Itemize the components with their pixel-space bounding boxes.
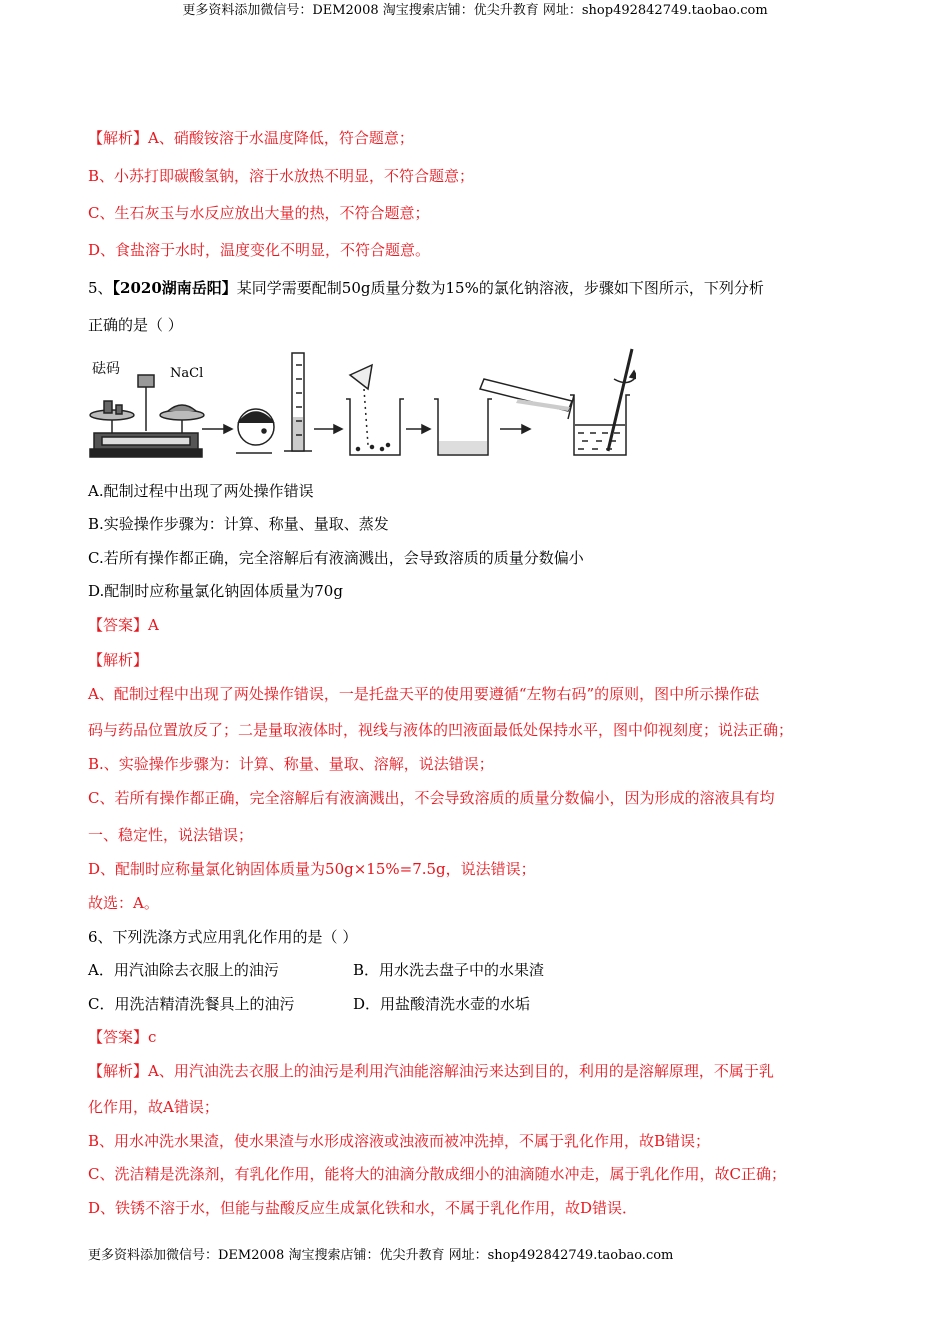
q6-option-row-1 <box>88 960 545 980</box>
q5-answer: 【答案】A <box>88 616 159 634</box>
q6-option-row-2 <box>88 994 531 1014</box>
q5-analysis-line: 故选：A。 <box>88 894 159 912</box>
q5-analysis-title: 【解析】 <box>88 651 149 669</box>
pouring-water-illustration <box>434 379 574 455</box>
q5-option-a: A.配制过程中出现了两处操作错误 <box>88 482 314 500</box>
q6-option-a: A．用汽油除去衣服上的油污 <box>88 961 279 979</box>
weight-label: 砝码 <box>92 361 120 377</box>
q6-analysis-line: B、用水冲洗水果渣，使水果渣与水形成溶液或浊液而被冲洗掉，不属于乳化作用，故B错误； <box>88 1132 711 1150</box>
balance-illustration <box>90 375 204 457</box>
q5-analysis-line: A、配制过程中出现了两处操作错误，一是托盘天平的使用要遵循“左物右码”的原则，图中所示操作砝 <box>88 685 760 703</box>
q5-stem: 某同学需要配制50g质量分数为15%的氯化钠溶液，步骤如下图所示，下列分析 <box>236 279 764 297</box>
q5-stem-line-1 <box>88 278 764 298</box>
q6-stem: 6、下列洗涤方式应用乳化作用的是（ ） <box>88 928 358 946</box>
q5-analysis-line: 一、稳定性，说法错误； <box>88 826 254 844</box>
q6-analysis-line: C、洗洁精是洗涤剂，有乳化作用，能将大的油滴分散成细小的油滴随水冲走，属于乳化作用，故C正确； <box>88 1165 786 1183</box>
q5-option-d: D.配制时应称量氯化钠固体质量为70g <box>88 582 343 600</box>
q5-option-c: C.若所有操作都正确，完全溶解后有液滴溅出，会导致溶质的质量分数偏小 <box>88 549 584 567</box>
q5-number: 5、 <box>88 279 113 297</box>
page-footer: 更多资料添加微信号：DEM2008 淘宝搜索店铺：优尖升教育 网址：shop492842749.taobao.com <box>88 1248 674 1263</box>
prev-analysis-b: B、小苏打即碳酸氢钠，溶于水放热不明显，不符合题意； <box>88 167 475 185</box>
q6-answer: 【答案】c <box>88 1028 157 1046</box>
q6-option-c: C．用洗洁精清洗餐具上的油污 <box>88 995 295 1013</box>
arrow-icon <box>406 425 430 433</box>
q5-stem-line-2: 正确的是（ ） <box>88 316 183 334</box>
q5-source: 【2020湖南岳阳】 <box>112 279 237 297</box>
q5-analysis-line: D、配制时应称量氯化钠固体质量为50g×15%=7.5g，说法错误； <box>88 860 536 878</box>
prev-analysis-c: C、生石灰玉与水反应放出大量的热，不符合题意； <box>88 204 430 222</box>
page-header: 更多资料添加微信号：DEM2008 淘宝搜索店铺：优尖升教育 网址：shop492842749.taobao.com <box>182 3 768 18</box>
q6-analysis-line: D、铁锈不溶于水，但能与盐酸反应生成氯化铁和水，不属于乳化作用，故D错误． <box>88 1199 638 1217</box>
arrow-icon <box>500 425 530 433</box>
prev-analysis-d: D、食盐溶于水时，温度变化不明显，不符合题意。 <box>88 241 431 259</box>
q5-option-b: B.实验操作步骤为：计算、称量、量取、蒸发 <box>88 515 389 533</box>
reading-cylinder-illustration <box>236 353 312 453</box>
stirring-illustration <box>570 349 636 455</box>
pouring-solid-illustration <box>346 365 404 455</box>
q6-option-b: B．用水洗去盘子中的水果渣 <box>353 961 545 979</box>
nacl-label: NaCl <box>170 366 204 381</box>
arrow-icon <box>202 425 232 433</box>
arrow-icon <box>314 425 342 433</box>
q6-analysis-line: 化作用，故A错误； <box>88 1098 219 1116</box>
q5-analysis-line: B.、实验操作步骤为：计算、称量、量取、溶解，说法错误； <box>88 755 494 773</box>
q6-option-d: D．用盐酸清洗水壶的水垢 <box>353 995 531 1013</box>
q5-analysis-line: C、若所有操作都正确，完全溶解后有液滴溅出，不会导致溶质的质量分数偏小，因为形成的溶液具有均 <box>88 789 775 807</box>
q6-analysis-line: 【解析】A、用汽油洗去衣服上的油污是利用汽油能溶解油污来达到目的，利用的是溶解原理，不属于乳 <box>88 1062 774 1080</box>
q5-analysis-line: 码与药品位置放反了；二是量取液体时，视线与液体的凹液面最低处保持水平，图中仰视刻度；说法正确； <box>88 721 794 739</box>
experiment-figure <box>88 345 636 465</box>
prev-analysis-a: 【解析】A、硝酸铵溶于水温度降低，符合题意； <box>88 129 414 147</box>
